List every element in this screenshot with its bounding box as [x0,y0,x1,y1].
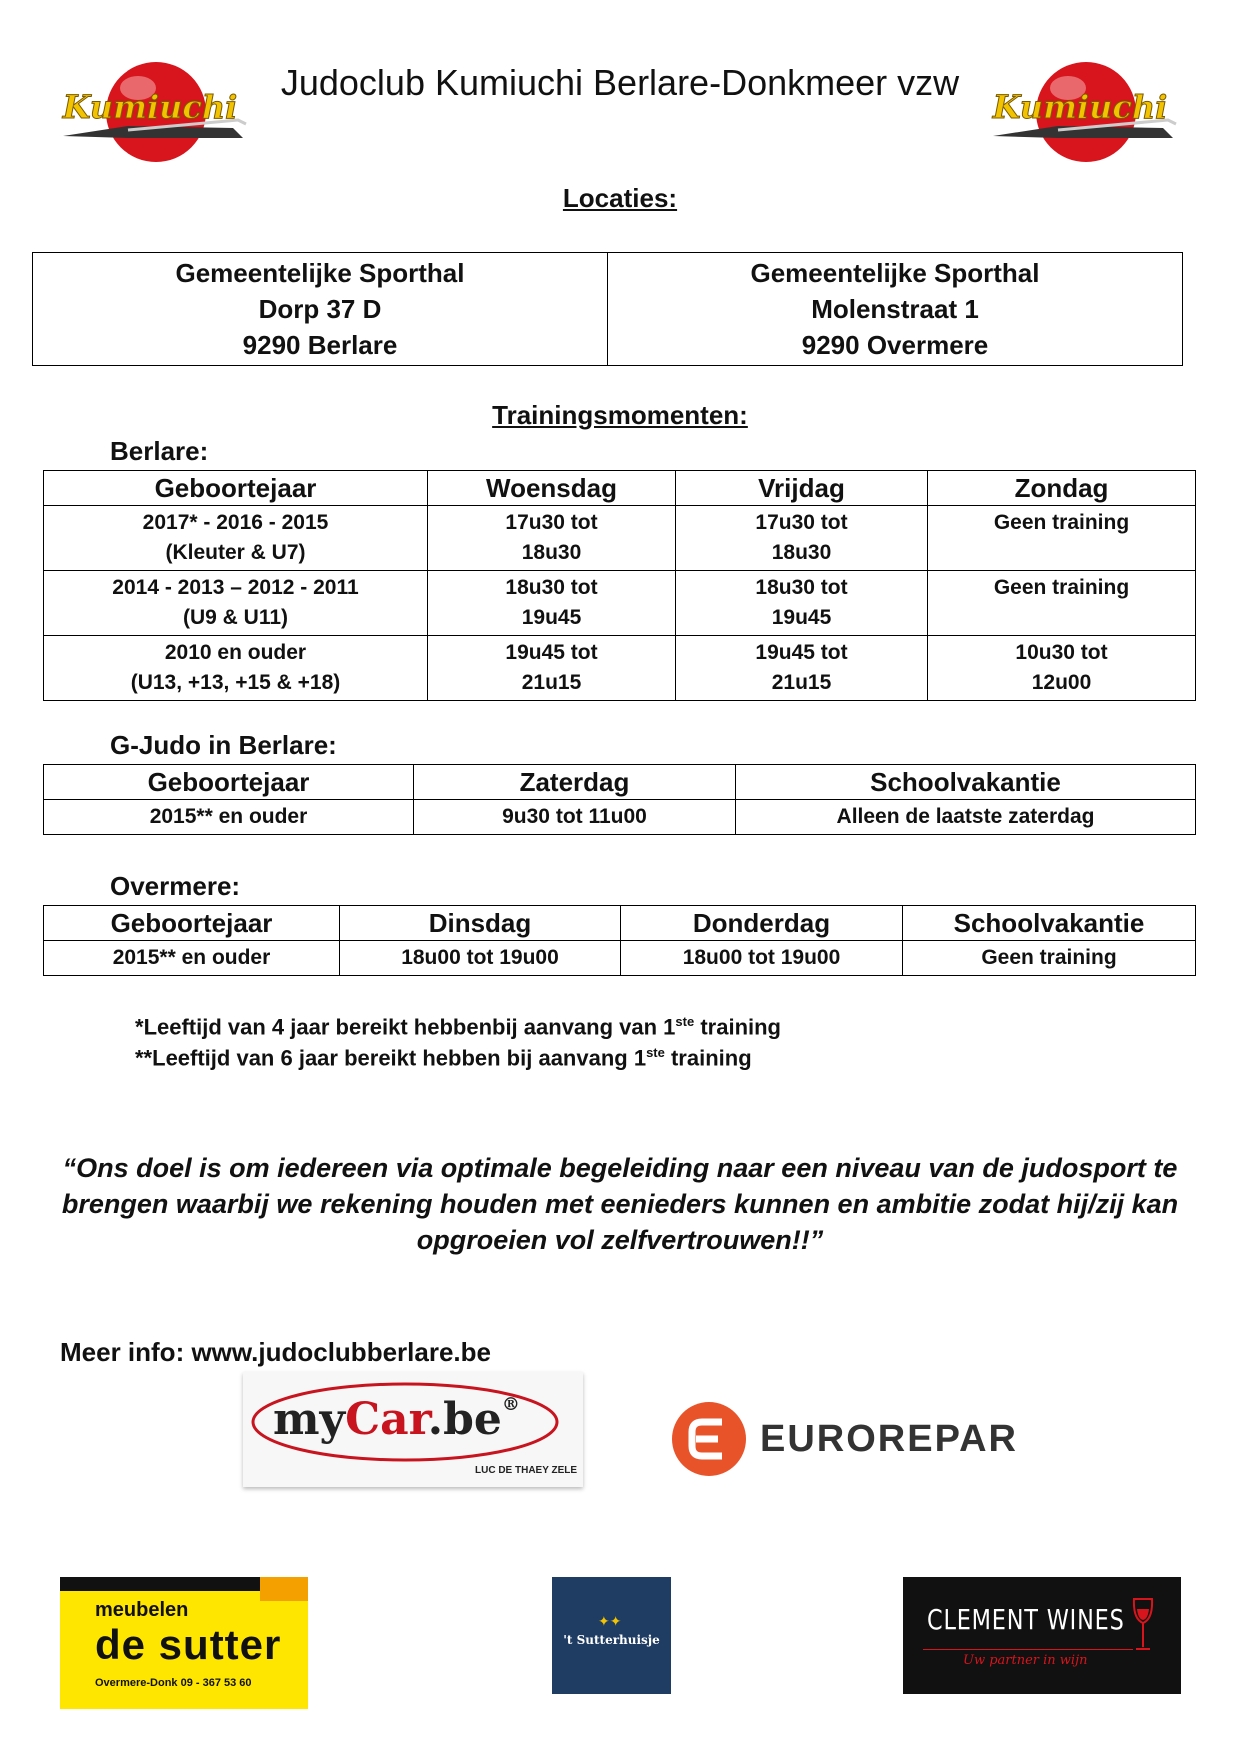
locations-heading: Locaties: [562,183,678,213]
table-row: 2017* - 2016 - 2015 (Kleuter & U7) 17u30 tot 18u30 17u30 tot 18u30 Geen training [44,506,1196,571]
column-header: Donderdag [621,906,903,941]
svg-text:Kumiuchi: Kumiuchi [62,88,238,126]
column-header: Geboortejaar [44,765,414,800]
more-info-link[interactable]: Meer info: www.judoclubberlare.be [60,1337,491,1367]
training-heading: Trainingsmomenten: [492,400,748,430]
overmere-label: Overmere: [110,871,241,901]
column-header: Geboortejaar [44,906,340,941]
column-header: Zaterdag [414,765,736,800]
column-header: Schoolvakantie [736,765,1196,800]
eurorepar-e-icon [670,1400,748,1478]
column-header: Geboortejaar [44,471,428,506]
desutter-logo: meubelen de sutter Overmere-Donk 09 - 367 53 60 [60,1577,308,1709]
mission-quote: “Ons doel is om iedereen via optimale begeleiding naar een niveau van de judosport te brengen waarbij we rekening houden met eenieders kunnen en ambitie zodat hij/zij kan opgroeien vol zelfvertrouwen!!” [61,1153,1179,1255]
sutterhuisje-logo: ✦✦ 't Sutterhuisje [552,1577,671,1694]
locations-table [32,252,1183,366]
wine-glass-icon [1131,1597,1155,1657]
berlare-label: Berlare: [110,436,209,466]
footnote-1: *Leeftijd van 4 jaar bereikt hebbenbij aanvang van 1ste training [135,1014,781,1040]
gjudo-schedule-table [43,764,1196,835]
column-header: Dinsdag [340,906,621,941]
berlare-schedule-table [43,470,1196,701]
svg-text:Kumiuchi: Kumiuchi [992,88,1168,126]
overmere-schedule-table [43,905,1196,976]
location-berlare: Gemeentelijke Sporthal Dorp 37 D 9290 Berlare [33,253,608,366]
kumiuchi-logo-right [988,58,1178,178]
location-overmere: Gemeentelijke Sporthal Molenstraat 1 9290 Overmere [608,253,1183,366]
clement-wines-logo: CLEMENT WINES Uw partner in wijn [903,1577,1181,1694]
footnote-2: **Leeftijd van 6 jaar bereikt hebben bij aanvang 1ste training [135,1045,752,1071]
table-row: 2014 - 2013 – 2012 - 2011 (U9 & U11) 18u30 tot 19u45 18u30 tot 19u45 Geen training [44,571,1196,636]
table-row: 2015** en ouder 18u00 tot 19u00 18u00 tot 19u00 Geen training [44,941,1196,976]
kumiuchi-logo-left [58,58,248,178]
gjudo-label: G-Judo in Berlare: [110,730,337,760]
mycar-logo: myCar.be® LUC DE THAEY ZELE [243,1372,583,1487]
table-row: 2015** en ouder 9u30 tot 11u00 Alleen de laatste zaterdag [44,800,1196,835]
page-title: Judoclub Kumiuchi Berlare-Donkmeer vzw [280,62,960,103]
column-header: Zondag [928,471,1196,506]
column-header: Vrijdag [676,471,928,506]
table-row: 2010 en ouder (U13, +13, +15 & +18) 19u45 tot 21u15 19u45 tot 21u15 10u30 tot 12u00 [44,636,1196,701]
column-header: Woensdag [428,471,676,506]
column-header: Schoolvakantie [903,906,1196,941]
stars-icon: ✦✦ [598,1613,622,1629]
eurorepar-logo: EUROREPAR [670,1400,1030,1480]
